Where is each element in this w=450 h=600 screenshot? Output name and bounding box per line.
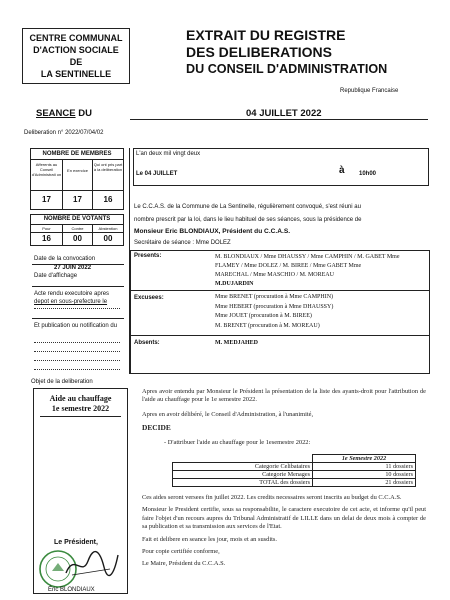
body-paragraph: Apres en avoir délibéré, le Conseil d'Administration, à l'unanimité, <box>142 410 314 418</box>
seance-line <box>130 119 428 120</box>
document-title <box>186 27 416 78</box>
org-line: DE <box>69 57 83 67</box>
membres-value: 17 <box>31 191 63 209</box>
objet-label: Objet de la deliberation <box>31 379 93 385</box>
convened-line: nombre prescrit par la loi, dans le lieu habituel de ses séances, sous la présidence de <box>134 217 362 223</box>
intro-line: L'an deux mil vingt deux <box>136 151 201 157</box>
org-line: D'ACTION SOCIALE <box>33 45 119 55</box>
signature-name: Éric BLONDIAUX <box>48 587 95 593</box>
membres-value: 17 <box>63 191 93 209</box>
body-text <box>142 388 426 569</box>
objet-title: 1e semestre 2022 <box>51 404 110 413</box>
membres-header: Qui ont pris part à la deliberation <box>93 162 123 172</box>
votants-header: Abstention <box>98 226 118 231</box>
publication-line-top <box>32 318 124 319</box>
excuses-line: M. BRENET (procuration à M. MOREAU) <box>215 322 320 329</box>
aid-row-label: Categorie Celibataires <box>173 463 313 471</box>
executoire-line-top <box>32 286 124 287</box>
body-paragraph: Le Maire, Président du C.C.A.S. <box>142 560 226 568</box>
executoire-dots <box>34 308 120 309</box>
signature-icon <box>64 549 120 579</box>
republic-label: Republique Francaise <box>340 88 399 94</box>
membres-header: En exercice <box>63 160 93 190</box>
objet-box <box>33 388 128 594</box>
deliberation-number: Deliberation n° 2022/07/04/02 <box>24 130 104 136</box>
excuses-line: Mme BRENET (procuration à Mme CAMPHIN) <box>215 294 334 300</box>
executoire-line: depot en sous-prefecture le <box>34 299 108 305</box>
objet-title: Aide au chauffage <box>49 394 112 403</box>
aid-row-value: 11 dossiers <box>313 463 416 471</box>
membres-header: Afferents au Conseil d'Administrati on <box>31 160 63 190</box>
convened-text <box>134 202 430 225</box>
presents-line: M. BLONDIAUX / Mme DHAUSSY / Mme CAMPHIN / M. GABET Mme <box>215 254 400 260</box>
body-paragraph: Fait et delibere en seance les jour, mois et an susdits. <box>142 535 277 543</box>
membres-value: 16 <box>103 195 113 204</box>
convocation-label: Date de la convocation <box>34 256 96 262</box>
attendance-divider <box>131 290 429 291</box>
aid-row-label: Categorie Menages <box>173 471 313 479</box>
excuses-label: Excusees: <box>134 295 164 301</box>
votants-value: 00 <box>63 233 93 245</box>
secretaire-line: Secrétaire de séance : Mme DOLEZ <box>134 240 231 246</box>
organization-box <box>22 28 130 84</box>
attendance-divider <box>131 335 429 336</box>
executoire-line: Acte rendu executoire apres <box>34 291 110 297</box>
presents-label: Presents: <box>134 253 162 259</box>
aid-row-label: TOTAL des dossiers <box>173 479 313 487</box>
seance-label <box>36 108 92 119</box>
presents-line: FLAMEY / Mme DOLEZ / M. BIREE / Mme GABET Mme <box>215 263 362 269</box>
votants-box <box>30 214 124 246</box>
convocation-date: 27 JUIN 2022 <box>54 265 92 271</box>
intro-date: Le 04 JUILLET <box>136 171 178 177</box>
body-paragraph: Pour copie certifiée conforme, <box>142 548 220 556</box>
votants-title: NOMBRE DE VOTANTS <box>31 215 123 225</box>
votants-header: Pour <box>31 225 63 232</box>
title-line: DU CONSEIL D'ADMINISTRATION <box>186 62 388 76</box>
membres-title: NOMBRE DE MEMBRES <box>31 149 123 160</box>
excuses-line: Mme JOUET (procuration à M. BIREE) <box>215 313 312 320</box>
votants-header: Contre <box>63 225 93 232</box>
seance-du: DU <box>78 108 92 119</box>
publication-label: Et publication ou notification du <box>34 323 118 329</box>
aid-row-value: 21 dossiers <box>313 479 416 487</box>
body-paragraph: Ces aides seront versees fin juillet 2022. Les credits necessaires seront inscrits au budget du C.C.A.S. <box>142 494 402 502</box>
objet-underline <box>40 416 121 417</box>
votants-value: 00 <box>103 234 113 243</box>
aid-table <box>172 454 416 487</box>
presents-line: M.DUJARDIN <box>215 281 254 287</box>
votants-value: 16 <box>31 233 63 245</box>
decide-heading: DECIDE <box>142 423 171 433</box>
title-line: EXTRAIT DU REGISTRE <box>186 27 346 43</box>
aid-table-header: 1e Semestre 2022 <box>313 455 416 463</box>
body-paragraph: Monsieur le President certifie, sous sa responsabilite, le caractere executoire de cet acte, et informe qu'il peut faire l'objet d'un recours aupres du Tribunal Administratif de LILLE dans un delai de deux mois à compter de sa publication et sa transmission aux services de l'Etat. <box>142 506 426 531</box>
intro-a: à <box>339 165 345 176</box>
title-line: DES DELIBERATIONS <box>186 44 332 60</box>
aid-row-value: 10 dossiers <box>313 471 416 479</box>
intro-box <box>133 148 429 186</box>
publication-dots <box>34 334 120 370</box>
body-paragraph: Apres avoir entendu par Monsieur le Président la présentation de la liste des ayants-droit pour l'attribution de l'aide au chauffage pour le 1e semestre 2022. <box>142 388 426 404</box>
absents-value: M. MEDJAHED <box>215 340 258 346</box>
org-line: LA SENTINELLE <box>40 69 112 79</box>
excuses-line: Mme HEBERT (procuration à Mme DHAUSSY) <box>215 303 334 310</box>
absents-label: Absents: <box>134 340 160 346</box>
seance-word: SEANCE <box>36 108 76 119</box>
affichage-label: Date d'affichage <box>34 273 78 279</box>
seance-date: 04 JUILLET 2022 <box>246 108 322 119</box>
attendance-box <box>130 250 430 374</box>
signature-label: Le Président, <box>54 539 98 546</box>
body-paragraph: - D'attribuer l'aide au chauffage pour le 1esemestre 2022: <box>164 438 311 446</box>
org-line: CENTRE COMMUNAL <box>29 33 123 43</box>
membres-box <box>30 148 124 210</box>
excuses-list <box>215 293 427 331</box>
president-line: Monsieur Eric BLONDIAUX, Président du C.C.A.S. <box>134 228 291 235</box>
convened-line: Le C.C.A.S. de la Commune de La Sentinelle, régulièrement convoqué, s'est réuni au <box>134 204 361 210</box>
presents-list <box>215 253 427 289</box>
intro-time: 10h00 <box>359 171 377 177</box>
presents-line: MARECHAL / Mme MASCHIO / M. MOREAU <box>215 272 334 278</box>
